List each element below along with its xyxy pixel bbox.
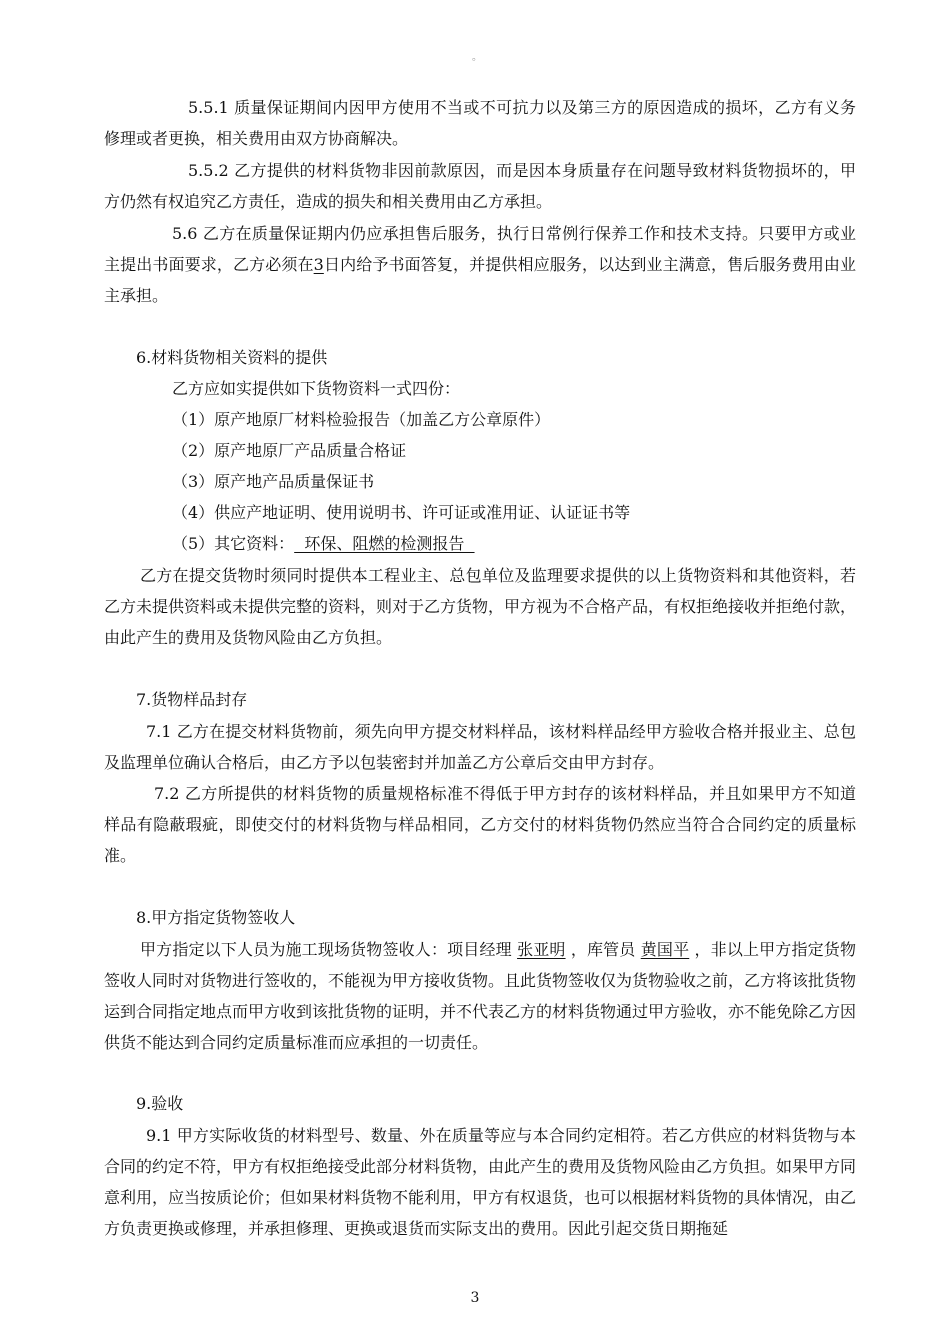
other-value: 环保、阻燃的检测报告 — [294, 534, 475, 553]
clause-5-6 — [104, 218, 856, 311]
section-8-title: 8.甲方指定货物签收人 — [136, 908, 296, 927]
list-item: （1）原产地原厂材料检验报告（加盖乙方公章原件） — [172, 410, 551, 429]
section-8-after: ，非以上甲方指定货物签收人同时对货物进行签收的，不能视为甲方接收货物。且此货物签收仅为货物验收之前，乙方将该批货物运到合同指定地点而甲方收到该批货物的证明，并不代表乙方的材料货物通过甲方验收，亦不能免除乙方因供货不能达到合同约定质量标准而应承担的一切责任。 — [104, 940, 857, 1052]
clause-7-1: 7.1 乙方在提交材料货物前，须先向甲方提交材料样品，该材料样品经甲方验收合格并报业主、总包及监理单位确认合格后，由乙方予以包装密封并加盖乙方公章后交由甲方封存。 — [104, 722, 856, 772]
clause-5-5-1: 5.5.1 质量保证期间内因甲方使用不当或不可抗力以及第三方的原因造成的损坏，乙方有义务修理或者更换，相关费用由双方协商解决。 — [104, 98, 856, 148]
section-6-title: 6.材料货物相关资料的提供 — [136, 348, 328, 367]
page-number: 3 — [470, 1290, 480, 1306]
clause-5-6-before: 5.6 乙方在质量保证期内仍应承担售后服务，执行日常例行保养工作和技术支持。只要甲方或业主提出书面要求，乙方必须在 — [104, 224, 856, 274]
section-8-paragraph — [104, 934, 856, 1058]
clause-7-2: 7.2 乙方所提供的材料货物的质量规格标准不得低于甲方封存的该材料样品，并且如果甲方不知道样品有隐蔽瑕疵，即使交付的材料货物与样品相同，乙方交付的材料货物仍然应当符合合同约定的质量标准。 — [104, 784, 856, 865]
clause-5-6-after: 日内给予书面答复，并提供相应服务，以达到业主满意，售后服务费用由业主承担。 — [104, 255, 856, 305]
section-7-title: 7.货物样品封存 — [136, 690, 248, 709]
project-manager-name: 张亚明 — [517, 940, 566, 959]
list-item: （4）供应产地证明、使用说明书、许可证或准用证、认证证书等 — [172, 503, 631, 522]
list-item: （2）原产地原厂产品质量合格证 — [172, 441, 407, 460]
list-item-other — [172, 528, 475, 559]
section-6-intro: 乙方应如实提供如下货物资料一式四份： — [172, 379, 461, 398]
section-9-title: 9.验收 — [136, 1094, 184, 1113]
list-item: （3）原产地产品质量保证书 — [172, 472, 375, 491]
storekeeper-name: 黄国平 — [640, 940, 690, 959]
section-8-mid: ，库管员 — [565, 940, 641, 959]
response-days: 3 — [313, 255, 324, 274]
section-8-before: 甲方指定以下人员为施工现场货物签收人：项目经理 — [140, 940, 518, 959]
header-mark: 。 — [472, 52, 482, 63]
section-6-paragraph: 乙方在提交货物时须同时提供本工程业主、总包单位及监理要求提供的以上货物资料和其他资料，若乙方未提供资料或未提供完整的资料，则对于乙方货物，甲方视为不合格产品，有权拒绝接收并拒绝付款，由此产生的费用及货物风险由乙方负担。 — [104, 566, 857, 647]
clause-9-1: 9.1 甲方实际收货的材料型号、数量、外在质量等应与本合同约定相符。若乙方供应的材料货物与本合同的约定不符，甲方有权拒绝接受此部分材料货物，由此产生的费用及货物风险由乙方负担。如果甲方同意利用，应当按质论价；但如果材料货物不能利用，甲方有权退货，也可以根据材料货物的具体情况，由乙方负责更换或修理，并承担修理、更换或退货而实际支出的费用。因此引起交货日期拖延 — [104, 1126, 857, 1238]
other-label: （5）其它资料： — [172, 534, 295, 553]
clause-5-5-2: 5.5.2 乙方提供的材料货物非因前款原因，而是因本身质量存在问题导致材料货物损坏的，甲方仍然有权追究乙方责任，造成的损失和相关费用由乙方承担。 — [104, 161, 856, 211]
